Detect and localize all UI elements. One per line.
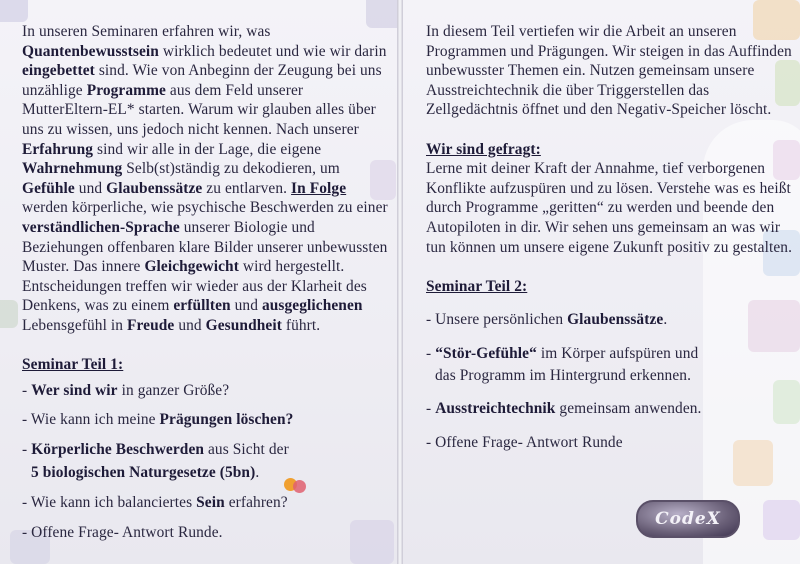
codex-logo: CodeX xyxy=(636,500,740,538)
seminar-2-item: das Programm im Hintergrund erkennen. xyxy=(435,366,692,384)
part-2-intro: In diesem Teil vertiefen wir die Arbeit an unseren Programmen und Prägungen. Wir steigen in das Auffinden unbewusster Themen ein. Nutzen gemeinsam unsere Ausstreichtechnik die über Triggerstellen das Zellgedächtnis öffnet und den Negativ-Speicher löscht. xyxy=(426,23,792,119)
seminar-1-item: - Wie kann ich meine Prägungen löschen? xyxy=(22,411,294,429)
seminar-2-heading: Seminar Teil 2: xyxy=(426,277,528,295)
puzzle-decoration xyxy=(763,500,800,540)
wir-sind-gefragt-text: Lerne mit deiner Kraft der Annahme, tief verborgenen Konflikte aufzuspüren und zu lösen. Verstehe was es heißt durch Programme „geritten“ zu werden und beende den Autopiloten in dir. Wir sehen uns gemeinsam an was wir tun können um unsere eigene Zukunft positiv zu gestalten. xyxy=(426,160,793,256)
seminar-1-item: - Körperliche Beschwerden aus Sicht der xyxy=(22,440,289,458)
seminar-2-item: - Offene Frage- Antwort Runde xyxy=(426,433,623,451)
puzzle-decoration xyxy=(0,0,28,22)
seminar-1-item: - Wie kann ich balanciertes Sein erfahren? xyxy=(22,494,288,512)
5bn-dots-icon xyxy=(284,476,310,494)
right-page xyxy=(403,0,800,564)
seminar-2-item: - Ausstreichtechnik gemeinsam anwenden. xyxy=(426,400,702,418)
right-text-column xyxy=(426,22,796,462)
seminar-1-item: - Offene Frage- Antwort Runde. xyxy=(22,523,223,541)
seminar-2-item: - Unsere persönlichen Glaubenssätze. xyxy=(426,311,668,329)
seminar-2-item: - “Stör-Gefühle“ im Körper aufspüren und xyxy=(426,344,699,362)
left-text-column xyxy=(22,22,392,552)
puzzle-decoration xyxy=(0,300,18,328)
seminar-1-item: - Wer sind wir in ganzer Größe? xyxy=(22,381,230,399)
wir-sind-gefragt-heading: Wir sind gefragt: xyxy=(426,140,541,158)
intro-paragraph: In unseren Seminaren erfahren wir, was Quantenbewusstsein wirklich bedeutet und wie wir darin eingebettet sind. Wie von Anbeginn der Zeugung bei uns unzählige Programme aus dem Feld unserer MutterEltern-EL* starten. Warum wir glauben alles über uns zu wissen, uns jedoch nicht kennen. Nach unserer Erfahrung sind wir alle in der Lage, die eigene Wahrnehmung Selb(st)ständig zu dekodieren, um Gefühle und Glaubenssätze zu entlarven. In Folge werden körperliche, wie psychische Beschwerden zu einer verständlichen-Sprache unserer Biologie und Beziehungen offenbaren klare Bilder unserer unbewussten Muster. Das innere Gleichgewicht wird hergestellt. Entscheidungen treffen wir wieder aus der Klarheit des Denkens, was zu einem erfüllten und ausgeglichenen Lebensgefühl in Freude und Gesundheit führt. xyxy=(22,23,388,334)
seminar-1-heading: Seminar Teil 1: xyxy=(22,356,124,374)
left-page xyxy=(0,0,397,564)
seminar-1-item: 5 biologischen Naturgesetze (5bn). xyxy=(31,464,260,482)
